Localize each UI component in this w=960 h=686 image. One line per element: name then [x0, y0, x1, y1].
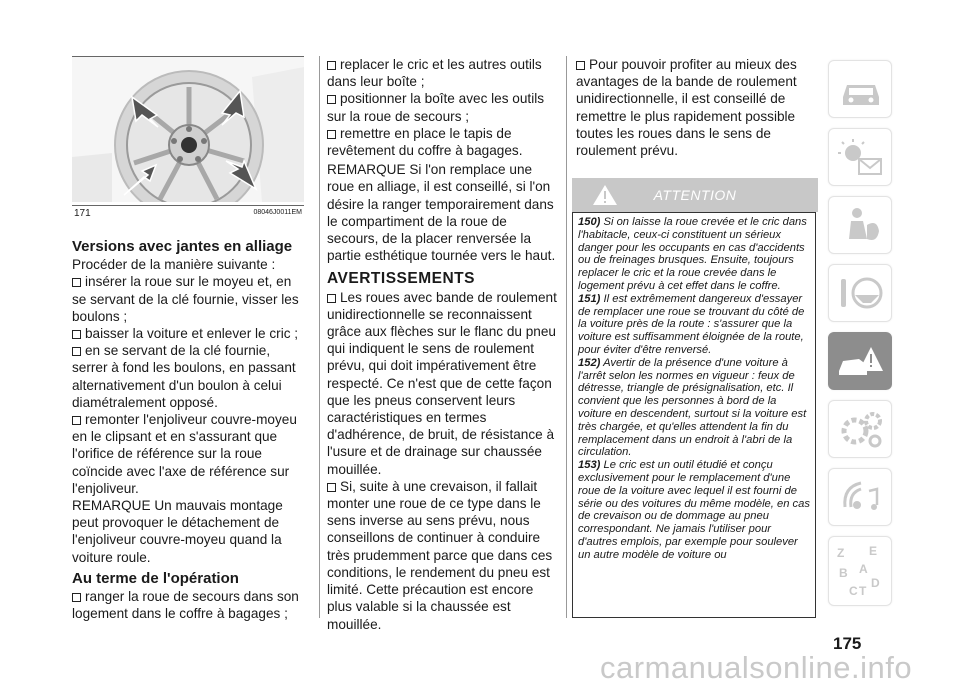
- list-item: Si, suite à une crevaison, il fallait monter une roue de ce type dans le sens inverse au sens prévu, nous conseillons de continuer à conduire très prudemment parce que dans ces conditions, le rendement du pneu est limité. Cette précaution est encore plus valable si la chaussée est mouillée.: [327, 478, 559, 633]
- attention-item: [578, 216, 812, 293]
- multimedia-icon: [837, 477, 885, 519]
- tab-car-dashboard[interactable]: [828, 60, 892, 118]
- attention-item: [578, 357, 812, 459]
- tab-multimedia[interactable]: [828, 468, 892, 526]
- index-letter: B: [839, 566, 848, 580]
- attention-header: [572, 178, 818, 212]
- tab-maintenance[interactable]: [828, 400, 892, 458]
- figure-code: 08046J0011EM: [253, 209, 302, 216]
- index-letter: E: [869, 544, 878, 558]
- remark-text: REMARQUE Si l'on remplace une roue en alliage, il est conseillé, si l'on désire la ranger temporairement dans le compartiment de la roue de secours, de la placer renversée la partie esthétique tournée vers le haut.: [327, 162, 556, 264]
- tab-emergency[interactable]: [828, 332, 892, 390]
- left-column: [72, 238, 304, 622]
- attention-number: 152): [578, 356, 601, 369]
- tab-safety[interactable]: [828, 196, 892, 254]
- tab-warning-lights[interactable]: [828, 128, 892, 186]
- attention-text: Si on laisse la roue crevée et le cric dans l'habitacle, ceux-ci constituent un sérieux danger pour les occupants en cas d'accidents ou de freinages brusques. Ensuite, toujours replacer le cric et la roue crevée dans le logement prévu à cet effet dans le coffre.: [578, 216, 807, 292]
- attention-title: ATTENTION: [653, 187, 737, 203]
- list-item: remonter l'enjoliveur couvre-moyeu en le clipsant et en s'assurant que l'orifice de référence sur la roue coïncide avec l'axe de référence sur l'enjoliveur.: [72, 411, 304, 497]
- maintenance-icon: [837, 409, 885, 451]
- column-divider: [566, 56, 567, 618]
- list-item: ranger la roue de secours dans son logement dans le coffre à bagages ;: [72, 588, 304, 622]
- starting-driving-icon: [837, 273, 885, 315]
- remark-text: REMARQUE Un mauvais montage peut provoquer le détachement de l'enjoliveur couvre-moyeu quand la voiture roule.: [72, 498, 283, 565]
- attention-box: [572, 212, 816, 618]
- attention-text: Il est extrêmement dangereux d'essayer de remplacer une roue se trouvant du côté de la voiture près de la route : s'assurer que la voiture est suffisamment éloignée de la route, pour éviter d'être renversé.: [578, 292, 805, 356]
- list-item: replacer le cric et les autres outils dans leur boîte ;: [327, 56, 559, 90]
- list-item: baisser la voiture et enlever le cric ;: [72, 325, 304, 342]
- attention-item: [578, 293, 812, 357]
- car-dashboard-icon: [837, 69, 885, 111]
- attention-item: [578, 459, 812, 561]
- list-item: insérer la roue sur le moyeu et, en se servant de la clé fournie, visser les boulons ;: [72, 273, 304, 325]
- index-letter: C: [849, 584, 858, 598]
- list-item: remettre en place le tapis de revêtement du coffre à bagages.: [327, 125, 559, 159]
- list-item: en se servant de la clé fournie, serrer à fond les boulons, en passant alternativement d'un boulon à celui diamétralement opposé.: [72, 342, 304, 411]
- warning-lights-icon: [837, 137, 885, 179]
- heading-warnings: AVERTISSEMENTS: [327, 270, 475, 288]
- attention-number: 151): [578, 292, 601, 305]
- intro-text: Procéder de la manière suivante :: [72, 257, 276, 273]
- list-item: Les roues avec bande de roulement unidirectionnelle se reconnaissent grâce aux flèches sur le flanc du pneu qui indiquent le sens de roulement prévu, qui doit impérativement être respecté. Ce n'est que de cette façon que les pneus conservent leurs caractéristiques en termes d'adhérence, de bruit, de résistance à l'usure et de drainage sur chaussée mouillée.: [327, 289, 559, 478]
- tab-index[interactable]: [828, 536, 892, 606]
- safety-airbag-icon: [837, 205, 885, 247]
- attention-number: 153): [578, 459, 601, 472]
- attention-text: Le cric est un outil étudié et conçu exclusivement pour le remplacement d'une roue de la voiture avec lequel il est fourni de série ou des voitures du même modèle, en cas de crevaison ou de dommage au pneu correspondant. Ne jamais l'utiliser pour d'autres emplois, par exemple pour soulever un autre modèle de voiture ou: [578, 459, 810, 561]
- list-item: positionner la boîte avec les outils sur la roue de secours ;: [327, 90, 559, 124]
- right-column: [576, 56, 816, 159]
- figure-caption: [72, 205, 304, 220]
- index-letter: T: [859, 584, 867, 598]
- watermark: carmanualsonline.info: [600, 650, 913, 685]
- column-divider: [319, 56, 320, 618]
- page-number: 175: [833, 634, 862, 653]
- emergency-icon: [837, 341, 885, 383]
- middle-column: [327, 56, 559, 633]
- index-icon: [835, 543, 885, 599]
- index-letter: A: [859, 562, 868, 576]
- wheel-figure: [72, 57, 304, 202]
- index-letter: Z: [837, 546, 845, 560]
- list-item: Pour pouvoir profiter au mieux des avantages de la bande de roulement unidirectionnelle, il est conseillé de remettre le plus rapidement possible toutes les roues dans le sens de roulement prévu.: [576, 56, 816, 159]
- attention-number: 150): [578, 216, 601, 228]
- index-letter: D: [871, 576, 880, 590]
- figure-number: 171: [74, 208, 91, 219]
- tab-starting-driving[interactable]: [828, 264, 892, 322]
- heading-after-operation: Au terme de l'opération: [72, 569, 239, 587]
- heading-alloy-wheels: Versions avec jantes en alliage: [72, 238, 293, 255]
- attention-text: Avertir de la présence d'une voiture à l'arrêt selon les normes en vigueur : feux de détresse, triangle de présignalisation, etc. Il convient que les personnes à bord de la voiture en descendent, surtout si la voiture est très chargée, et qu'elles attendent la fin du remplacement dans un endroit à l'abri de la circulation.: [578, 356, 807, 459]
